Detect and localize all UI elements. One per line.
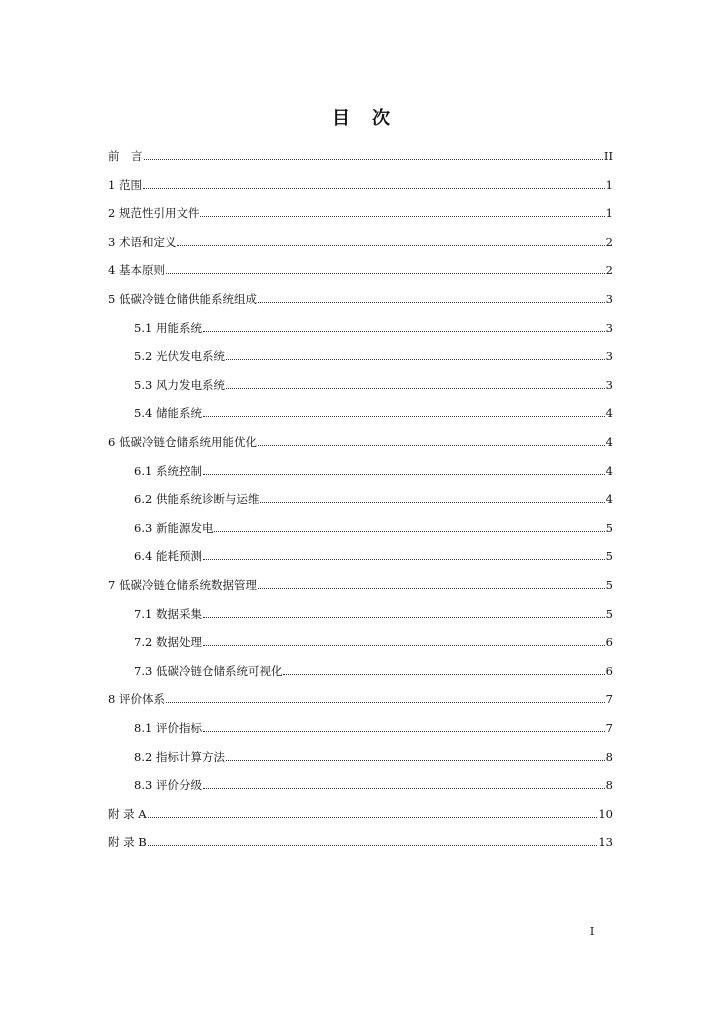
toc-dot-leader [203, 415, 605, 417]
toc-entry-page: 4 [605, 435, 613, 449]
toc-entry-label: 附 录 A [108, 806, 147, 821]
toc-entry-page: 2 [605, 263, 613, 278]
toc-dot-leader [226, 387, 605, 389]
toc-entry-label: 8.3 评价分级 [134, 778, 202, 793]
toc-entry[interactable] [108, 829, 613, 849]
toc-dot-leader [203, 558, 605, 560]
toc-entry-label: 6.4 能耗预测 [134, 549, 202, 564]
toc-entry-page: 4 [605, 406, 613, 421]
toc-entry[interactable] [134, 629, 613, 649]
toc-entry-page: 5 [605, 578, 613, 592]
toc-dot-leader [144, 158, 603, 160]
toc-entry-page: 3 [605, 377, 613, 392]
toc-dot-leader [283, 673, 604, 675]
toc-dot-leader [200, 215, 604, 217]
toc-entry[interactable] [134, 715, 613, 735]
toc-dot-leader [226, 759, 605, 761]
toc-entry-label: 4 基本原则 [108, 263, 165, 278]
toc-dot-leader [226, 358, 605, 360]
toc-entry[interactable] [134, 658, 613, 678]
toc-entry[interactable] [134, 744, 613, 764]
toc-entry-page: 5 [605, 549, 613, 564]
toc-entry-label: 3 术语和定义 [108, 234, 177, 249]
toc-entry-label: 7 低碳冷链仓储系统数据管理 [108, 578, 257, 592]
toc-entry-label: 附 录 B [108, 835, 147, 850]
toc-entry[interactable] [108, 286, 613, 306]
toc-entry-page: 7 [605, 721, 613, 735]
toc-dot-leader [203, 787, 605, 789]
toc-entry-page: 2 [605, 234, 613, 249]
toc-entry-label: 前 言 [108, 149, 143, 163]
toc-dot-leader [166, 272, 605, 274]
toc-entry-page: 3 [605, 292, 613, 306]
toc-entry[interactable] [134, 315, 613, 335]
toc-entry[interactable] [134, 372, 613, 392]
toc-dot-leader [260, 501, 604, 503]
toc-entry[interactable] [108, 229, 613, 249]
toc-entry-page: 10 [598, 806, 613, 821]
toc-entry[interactable] [108, 801, 613, 821]
toc-entry-page: 3 [605, 320, 613, 335]
toc-entry-page: 6 [605, 635, 613, 650]
toc-entry-label: 5.1 用能系统 [134, 320, 202, 335]
toc-entry-page: 8 [605, 749, 613, 764]
toc-entry-label: 6.2 供能系统诊断与运维 [134, 492, 260, 507]
page-title: 目 次 [332, 108, 392, 129]
toc-entry[interactable] [108, 257, 613, 277]
toc-entry[interactable] [134, 543, 613, 563]
toc-entry[interactable] [108, 143, 613, 163]
page-number: I [589, 925, 595, 938]
toc-entry-page: 13 [598, 835, 613, 850]
toc-entry-label: 5 低碳冷链仓储供能系统组成 [108, 292, 257, 306]
toc-entry[interactable] [134, 486, 613, 506]
toc-entry-page: 3 [605, 349, 613, 364]
toc-entry-page: 8 [605, 778, 613, 793]
toc-entry[interactable] [134, 343, 613, 363]
toc-entry-page: 5 [605, 606, 613, 621]
toc-entry-label: 5.4 储能系统 [134, 406, 202, 421]
toc-entry-page: 7 [605, 692, 613, 707]
toc-dot-leader [143, 187, 605, 189]
toc-dot-leader [203, 473, 605, 475]
toc-entry-label: 8 评价体系 [108, 692, 165, 707]
toc-dot-leader [258, 301, 605, 303]
toc-entry-label: 5.3 风力发电系统 [134, 377, 225, 392]
toc-entry[interactable] [108, 429, 613, 449]
toc-entry[interactable] [108, 686, 613, 706]
toc-entry-label: 6.3 新能源发电 [134, 520, 214, 535]
toc-entry-label: 8.2 指标计算方法 [134, 749, 225, 764]
toc-dot-leader [203, 330, 605, 332]
toc-dot-leader [177, 244, 604, 246]
toc-entry-label: 6.1 系统控制 [134, 463, 202, 478]
toc-dot-leader [203, 730, 605, 732]
toc-entry-label: 5.2 光伏发电系统 [134, 349, 225, 364]
toc-dot-leader [214, 530, 604, 532]
toc-entry[interactable] [108, 572, 613, 592]
toc-dot-leader [203, 644, 605, 646]
toc-entry[interactable] [108, 172, 613, 192]
toc-entry[interactable] [134, 400, 613, 420]
toc-entry-label: 7.2 数据处理 [134, 635, 202, 650]
toc-entry-label: 2 规范性引用文件 [108, 206, 200, 221]
toc-entry[interactable] [134, 772, 613, 792]
toc-dot-leader [258, 587, 605, 589]
toc-entry-label: 7.1 数据采集 [134, 606, 202, 621]
toc-entry-page: 1 [605, 206, 613, 221]
toc-entry[interactable] [134, 515, 613, 535]
toc-entry-label: 8.1 评价指标 [134, 721, 202, 735]
toc-dot-leader [203, 616, 605, 618]
toc-entry-page: 1 [605, 177, 613, 192]
toc-entry[interactable] [134, 458, 613, 478]
toc-dot-leader [258, 444, 605, 446]
toc-entry-label: 6 低碳冷链仓储系统用能优化 [108, 435, 257, 449]
toc-entry-label: 7.3 低碳冷链仓储系统可视化 [134, 663, 283, 678]
toc-entry-page: 5 [605, 520, 613, 535]
toc-entry-page: 6 [605, 663, 613, 678]
toc-entry-label: 1 范围 [108, 177, 142, 192]
toc-entry-page: 4 [605, 492, 613, 507]
toc-entry[interactable] [134, 601, 613, 621]
toc-entry[interactable] [108, 200, 613, 220]
toc-entry-page: 4 [605, 463, 613, 478]
toc-dot-leader [148, 844, 598, 846]
toc-dot-leader [166, 701, 605, 703]
toc-dot-leader [148, 816, 598, 818]
toc-entry-page: II [603, 149, 613, 163]
